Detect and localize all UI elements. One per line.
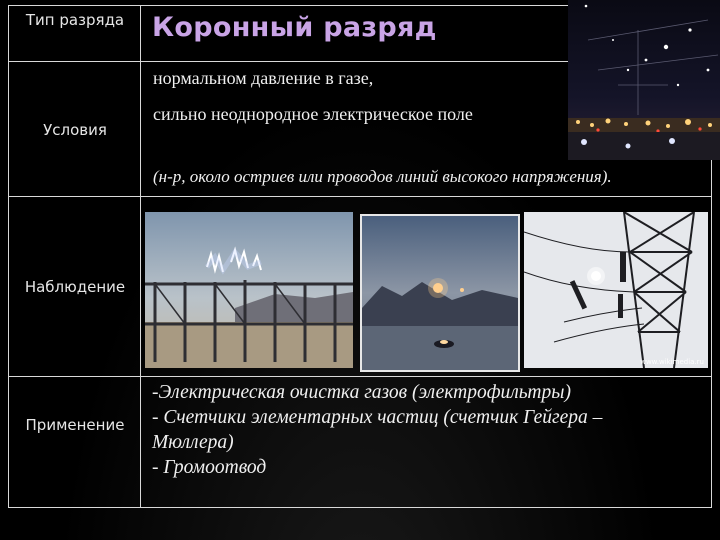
- applications-list: [152, 380, 717, 480]
- dusk-lake-photo: [360, 214, 520, 372]
- conditions-label: Условия: [43, 121, 107, 139]
- application-item-3: Мюллера): [152, 432, 234, 453]
- table-divider-row1: [8, 61, 568, 62]
- application-item-1: -Электрическая очистка газов (электрофильтры): [152, 382, 571, 403]
- table-border-left: [8, 5, 9, 508]
- condition-note: (н-р, около остриев или проводов линий высокого напряжения).: [153, 167, 612, 186]
- application-item-4: - Громоотвод: [152, 457, 267, 478]
- night-city-photo: [568, 0, 720, 160]
- table-border-bottom: [8, 507, 712, 508]
- page-title: Коронный разряд: [152, 12, 437, 43]
- observation-label: Наблюдение: [24, 278, 126, 296]
- type-label: Тип разряда: [25, 11, 125, 29]
- table-divider-row3: [8, 376, 712, 377]
- condition-line-2: сильно неоднородное электрическое поле: [153, 104, 473, 124]
- substation-corona-photo: [145, 212, 353, 368]
- image-credit: www.wikimedia.ru: [640, 358, 704, 366]
- table-border-top: [8, 5, 568, 6]
- condition-line-1: нормальном давление в газе,: [153, 68, 374, 88]
- application-label: Применение: [25, 416, 125, 434]
- table-column-divider: [140, 5, 141, 508]
- power-tower-photo: [524, 212, 708, 368]
- table-divider-row2: [8, 196, 712, 197]
- application-item-2: - Счетчики элементарных частиц (счетчик Гейгера –: [152, 407, 603, 428]
